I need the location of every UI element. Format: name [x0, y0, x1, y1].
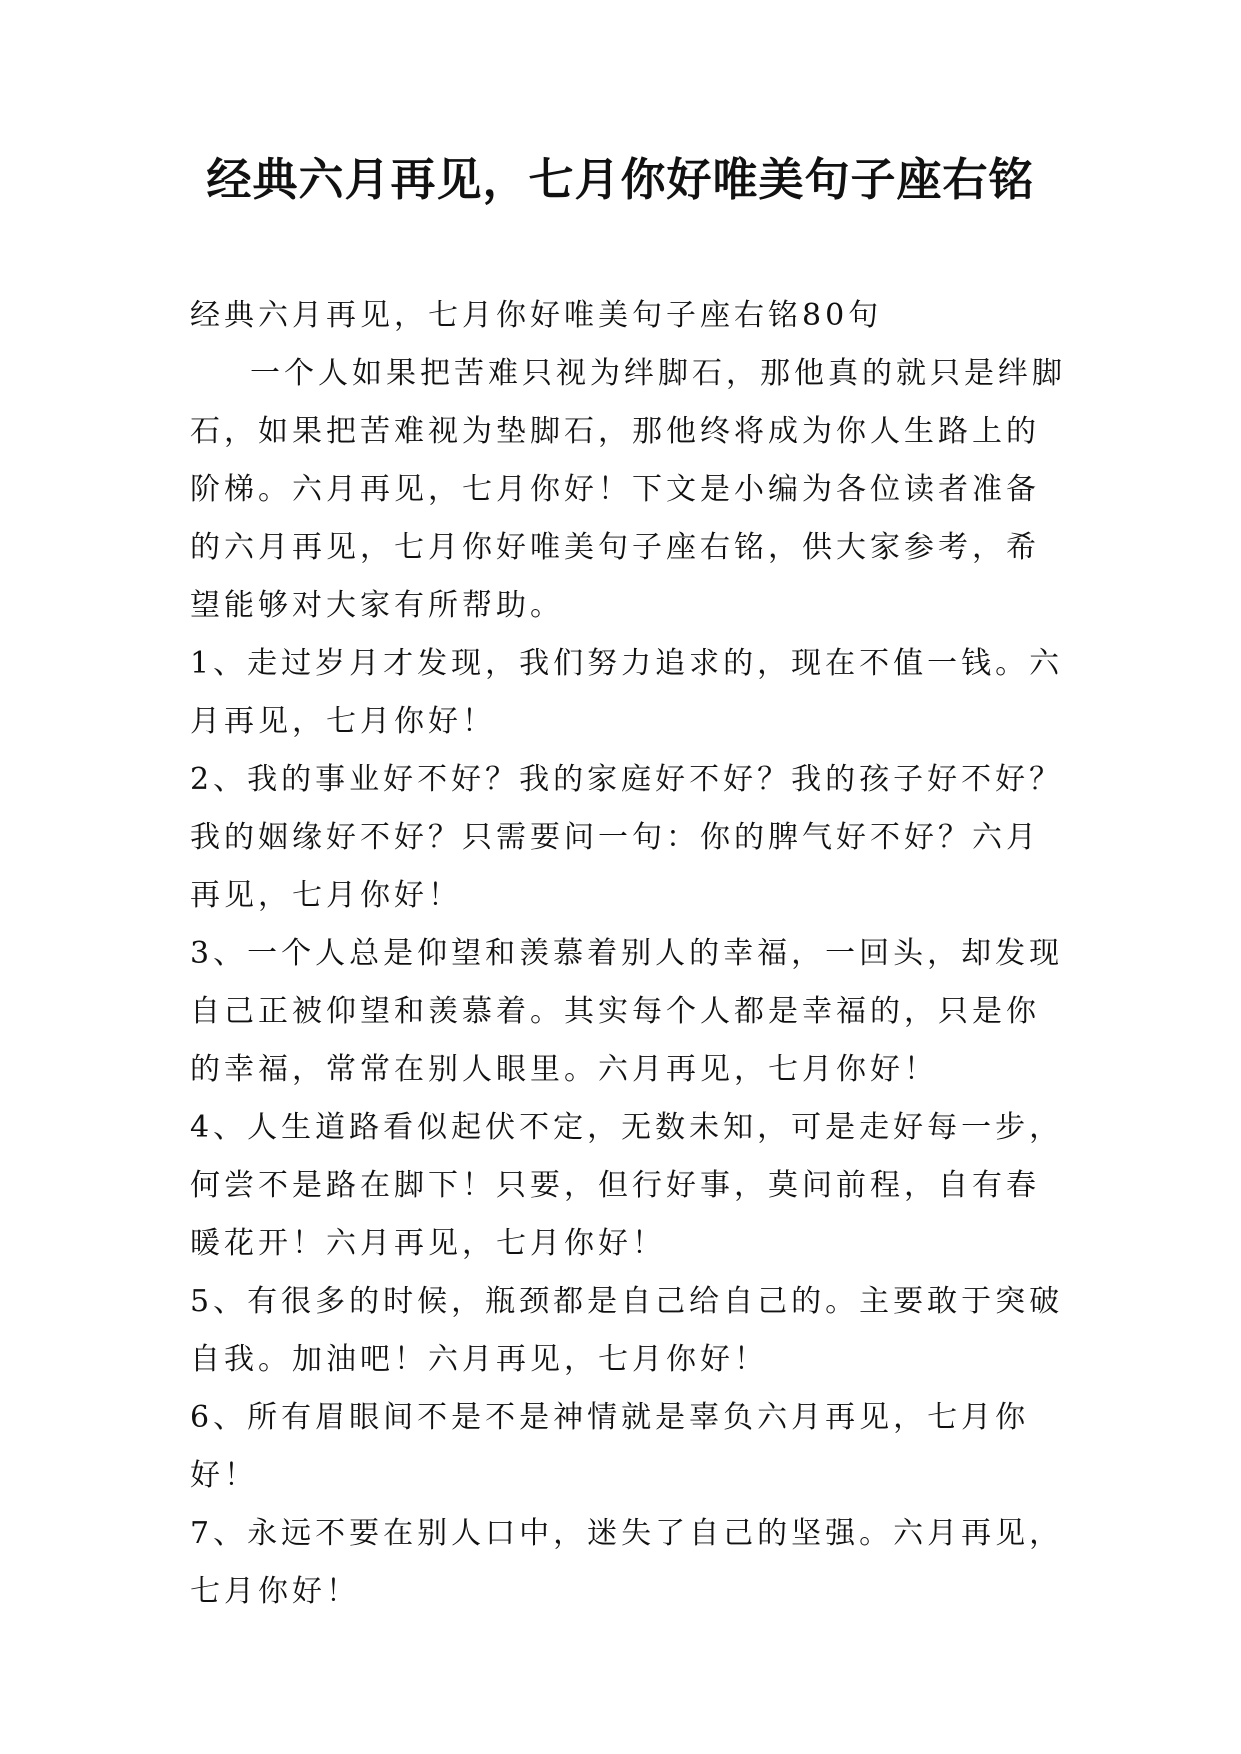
- quote-item-1: 1、走过岁月才发现，我们努力追求的，现在不值一钱。六月再见，七月你好！: [190, 646, 1064, 739]
- quote-item-5: 5、有很多的时候，瓶颈都是自己给自己的。主要敢于突破自我。加油吧！六月再见，七月你好！: [190, 1284, 1064, 1377]
- document-subtitle: 经典六月再见，七月你好唯美句子座右铭80句: [190, 298, 883, 333]
- intro-paragraph: 一个人如果把苦难只视为绊脚石，那他真的就只是绊脚石，如果把苦难视为垫脚石，那他终将成为你人生路上的阶梯。六月再见，七月你好！下文是小编为各位读者准备的六月再见，七月你好唯美句子座右铭，供大家参考，希望能够对大家有所帮助。: [190, 356, 1066, 623]
- quote-item-7: 7、永远不要在别人口中，迷失了自己的坚强。六月再见，七月你好！: [190, 1516, 1064, 1609]
- document-title: 经典六月再见，七月你好唯美句子座右铭: [206, 153, 1035, 206]
- quote-item-4: 4、人生道路看似起伏不定，无数未知，可是走好每一步，何尝不是路在脚下！只要，但行好事，莫问前程，自有春暖花开！六月再见，七月你好！: [190, 1110, 1064, 1261]
- document-body: [190, 287, 1070, 1621]
- quote-item-3: 3、一个人总是仰望和羡慕着别人的幸福，一回头，却发现自己正被仰望和羡慕着。其实每个人都是幸福的，只是你的幸福，常常在别人眼里。六月再见，七月你好！: [190, 936, 1064, 1087]
- quote-item-6: 6、所有眉眼间不是不是神情就是辜负六月再见，七月你好！: [190, 1400, 1030, 1493]
- quote-item-2: 2、我的事业好不好？我的家庭好不好？我的孩子好不好？我的姻缘好不好？只需要问一句：你的脾气好不好？六月再见，七月你好！: [190, 762, 1064, 913]
